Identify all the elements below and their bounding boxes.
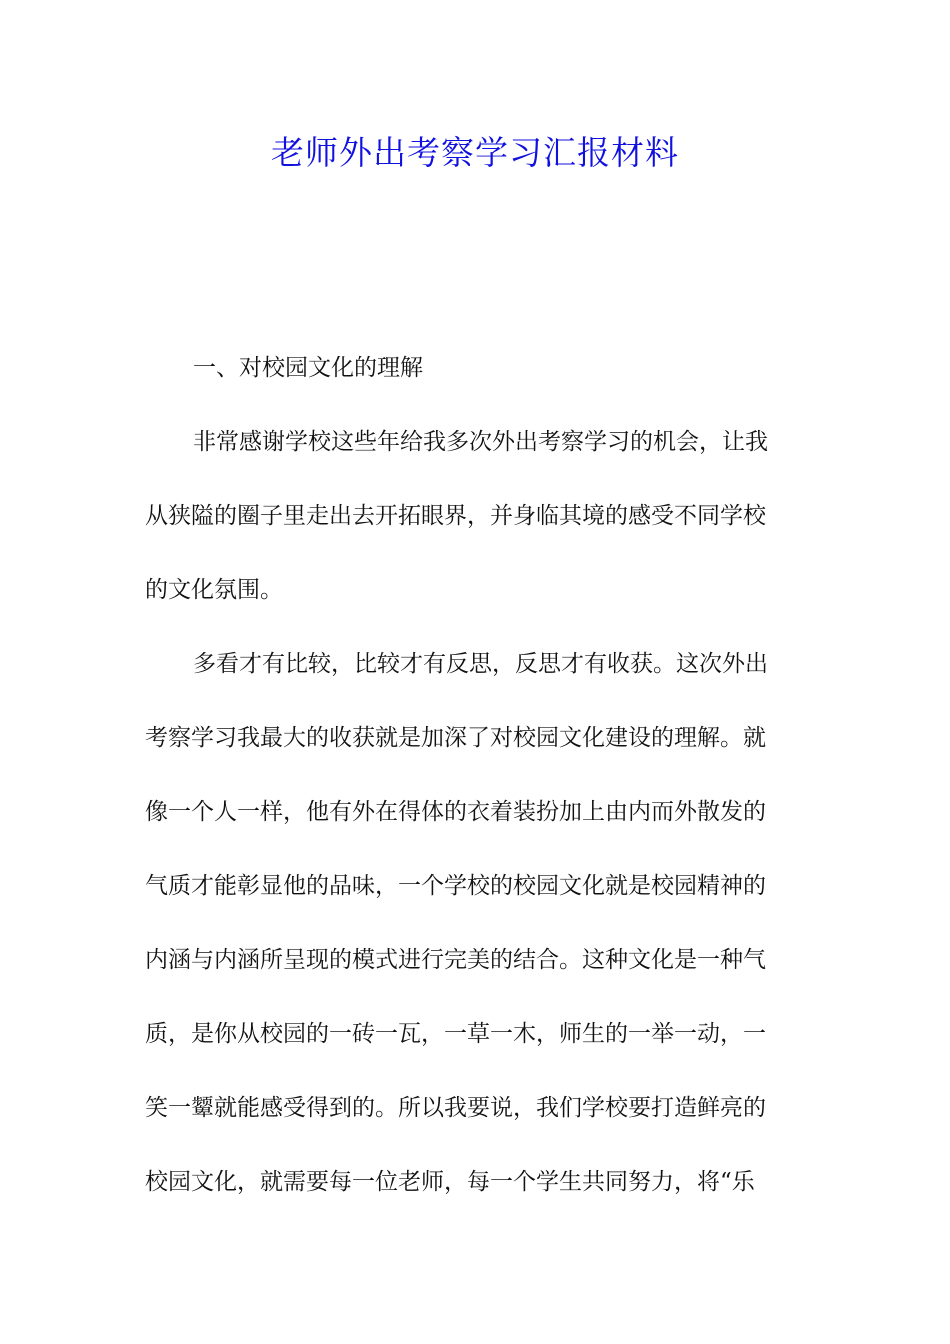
paragraph-line: 非常感谢学校这些年给我多次外出考察学习的机会，让我 (193, 429, 768, 455)
paragraph-line: 像一个人一样，他有外在得体的衣着装扮加上由内而外散发的 (145, 799, 766, 825)
paragraph-line: 的文化氛围。 (145, 577, 283, 603)
paragraph-line: 气质才能彰显他的品味，一个学校的校园文化就是校园精神的 (145, 873, 766, 899)
paragraph-line: 从狭隘的圈子里走出去开拓眼界，并身临其境的感受不同学校 (145, 503, 766, 529)
paragraph-line: 质，是你从校园的一砖一瓦，一草一木，师生的一举一动，一 (145, 1021, 766, 1047)
section-heading: 一、对校园文化的理解 (193, 355, 423, 381)
document-title: 老师外出考察学习汇报材料 (271, 133, 679, 172)
paragraph-line: 多看才有比较，比较才有反思，反思才有收获。这次外出 (193, 651, 768, 677)
paragraph-line: 内涵与内涵所呈现的模式进行完美的结合。这种文化是一种气 (145, 947, 766, 973)
document-body (145, 331, 807, 1219)
paragraph-line: 校园文化，就需要每一位老师，每一个学生共同努力，将“乐 (145, 1169, 755, 1195)
paragraph-line: 笑一颦就能感受得到的。所以我要说，我们学校要打造鲜亮的 (145, 1095, 766, 1121)
paragraph-line: 考察学习我最大的收获就是加深了对校园文化建设的理解。就 (145, 725, 766, 751)
